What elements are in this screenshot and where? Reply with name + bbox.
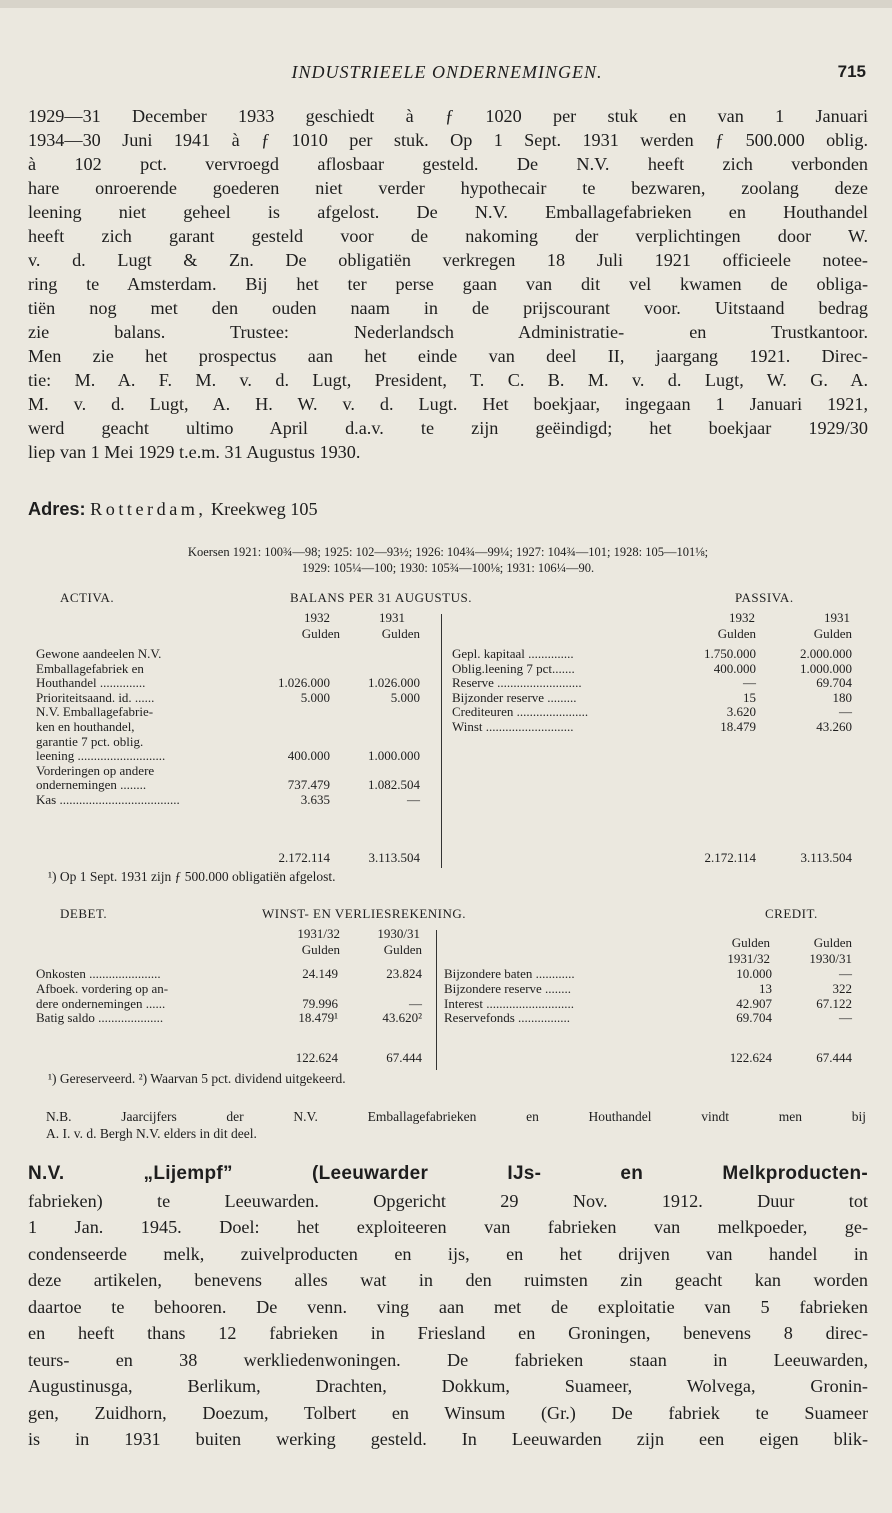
row-value: — — [839, 704, 852, 720]
row-value: 1.750.000 — [704, 646, 756, 661]
column-divider — [436, 930, 437, 1070]
text-line: teurs- en 38 werkliedenwoningen. De fabrieken staan in Leeuwarden, — [28, 1349, 868, 1370]
text-line: deze artikelen, benevens alles wat in den ruimsten zin geacht kan worden — [28, 1270, 868, 1290]
text-line: v. d. Lugt & Zn. De obligatiën verkregen 18 Juli 1921 officieele notee- — [28, 250, 868, 270]
row-label: Vorderingen op andere — [36, 762, 155, 778]
text-line: werd geacht ultimo April d.a.v. te zijn geëindigd; het boekjaar 1929/30 — [28, 418, 868, 438]
debet-total-1930-31: 67.444 — [386, 1050, 422, 1065]
row-value: 400.000 — [287, 748, 330, 764]
currency-heading: Gulden — [381, 626, 420, 641]
text-line: Men zie het prospectus aan het einde van deel II, jaargang 1921. Direc- — [28, 346, 868, 366]
currency-heading: Gulden — [813, 626, 852, 641]
row-value: 1.000.000 — [800, 660, 852, 676]
year-heading: 1931/32 — [297, 926, 340, 941]
row-label: garantie 7 pct. oblig. — [36, 733, 144, 749]
nb-line: N.B. Jaarcijfers der N.V. Emballagefabrieken en Houthandel vindt men bij — [46, 1109, 866, 1124]
page-number: 715 — [837, 62, 866, 81]
text-line: gen, Zuidhorn, Doezum, Tolbert en Winsum (Gr.) De fabriek te Suameer — [28, 1402, 868, 1423]
lijempf-section — [28, 1161, 868, 1453]
row-value: 69.704 — [816, 675, 852, 691]
address-street: Kreekweg 105 — [211, 499, 318, 519]
currency-heading: Gulden — [301, 942, 340, 957]
row-value: 23.824 — [386, 966, 422, 981]
row-value: 1.026.000 — [368, 675, 420, 691]
row-label: Oblig.leening 7 pct....... — [452, 660, 575, 676]
year-heading: 1932 — [729, 610, 755, 625]
row-value: — — [407, 792, 420, 807]
row-value: 1.082.504 — [368, 777, 420, 793]
pl-right-heading: CREDIT. — [765, 906, 818, 921]
row-label: Reserve .......................... — [452, 675, 582, 691]
year-heading: 1932 — [304, 610, 330, 625]
row-value: 10.000 — [736, 966, 772, 981]
row-value: 737.479 — [287, 777, 330, 793]
nb-note — [46, 1108, 866, 1142]
pl-left-heading: DEBET. — [60, 906, 108, 921]
text-line: daartoe te behooren. De venn. ving aan met de exploitatie van 5 fabrieken — [28, 1296, 868, 1317]
row-value: 180 — [832, 689, 852, 705]
row-label: Bijzondere baten ............ — [444, 966, 575, 981]
passiva-total-1932: 2.172.114 — [704, 850, 756, 865]
row-label: Kas ..................................... — [36, 792, 180, 807]
text-line: liep van 1 Mei 1929 t.e.m. 31 Augustus 1930. — [28, 442, 361, 462]
row-label: Bijzondere reserve ........ — [444, 980, 572, 996]
row-label: dere ondernemingen ...... — [36, 995, 166, 1011]
quotes-line: 1929: 105¼—100; 1930: 105¾—100⅛; 1931: 106¼—90. — [301, 561, 595, 575]
row-value: — — [409, 995, 422, 1011]
text-line: condenseerde melk, zuivelproducten en ijs, en het drijven van handel in — [28, 1243, 868, 1264]
row-value: 18.479 — [720, 719, 756, 734]
balance-right-heading: PASSIVA. — [735, 590, 794, 605]
currency-heading: Gulden — [731, 935, 770, 950]
currency-heading: Gulden — [813, 935, 852, 950]
text-line: zie balans. Trustee: Nederlandsch Administratie- en Trustkantoor. — [28, 322, 868, 342]
text-line: fabrieken) te Leeuwarden. Opgericht 29 Nov. 1912. Duur tot — [28, 1190, 868, 1211]
year-heading: 1931/32 — [727, 951, 770, 966]
row-label: ken en houthandel, — [36, 719, 135, 734]
page-edge — [0, 0, 892, 8]
balance-left-heading: ACTIVA. — [60, 590, 115, 605]
text-line: hare onroerende goederen niet verder hypothecair te bezwaren, zoolang deze — [28, 178, 868, 198]
row-value: 5.000 — [300, 689, 330, 705]
row-label: Onkosten ...................... — [36, 966, 161, 981]
pl-title: WINST- EN VERLIESREKENING. — [262, 906, 467, 921]
text-line: ring te Amsterdam. Bij het ter perse gaan van dit vel kwamen de obliga- — [28, 274, 868, 294]
currency-heading: Gulden — [717, 626, 756, 641]
quotes-line: Koersen 1921: 100¾—98; 1925: 102—93½; 1926: 104¾—99¼; 1927: 104¾—101; 1928: 105—101⅛; — [187, 545, 709, 559]
text-line: M. v. d. Lugt, A. H. W. v. d. Lugt. Het boekjaar, ingegaan 1 Januari 1921, — [28, 394, 868, 414]
passiva-total-1931: 3.113.504 — [800, 850, 852, 865]
paragraph-bonds — [28, 104, 868, 464]
row-value: — — [743, 675, 756, 691]
row-label: Prioriteitsaand. id. ...... — [36, 689, 155, 705]
row-label: Reservefonds ................ — [444, 1010, 571, 1026]
row-value: — — [839, 1010, 852, 1026]
row-value: 67.122 — [816, 995, 852, 1011]
row-value: 18.479¹ — [298, 1010, 338, 1026]
address-label: Adres: — [28, 499, 86, 519]
currency-heading: Gulden — [301, 626, 340, 641]
activa-total-1932: 2.172.114 — [278, 850, 330, 865]
row-value: 24.149 — [302, 966, 338, 981]
text-line: is in 1931 buiten werking gesteld. In Leeuwarden zijn een eigen blik- — [28, 1429, 868, 1449]
row-value: 400.000 — [713, 660, 756, 676]
row-value: 43.260 — [816, 719, 852, 734]
row-value: 69.704 — [736, 1010, 772, 1026]
row-value: 1.026.000 — [278, 675, 330, 691]
text-line: à 102 pct. vervroegd aflosbaar gesteld. De N.V. heeft zich verbonden — [28, 154, 868, 174]
row-label: Emballagefabriek en — [36, 660, 144, 676]
column-divider — [441, 614, 442, 868]
text-line: heeft zich garant gesteld voor de nakoming der verplichtingen door W. — [28, 226, 868, 246]
row-label: ondernemingen ........ — [36, 777, 147, 793]
year-heading: 1930/31 — [377, 926, 420, 941]
running-header — [28, 62, 866, 86]
row-label: leening ........................... — [36, 748, 166, 764]
row-value: — — [839, 966, 852, 981]
address-city: Rotterdam, — [90, 499, 207, 519]
row-value: 322 — [832, 980, 852, 996]
row-value: 1.000.000 — [368, 748, 420, 764]
credit-total-1931-32: 122.624 — [729, 1050, 772, 1065]
credit-total-1930-31: 67.444 — [816, 1050, 852, 1065]
row-label: Gepl. kapitaal .............. — [452, 646, 574, 661]
row-label: Gewone aandeelen N.V. — [36, 646, 162, 661]
row-label: Interest ........................... — [444, 995, 574, 1011]
text-line: 1934—30 Juni 1941 à ƒ 1010 per stuk. Op 1 Sept. 1931 werden ƒ 500.000 oblig. — [28, 130, 868, 150]
debet-total-1931-32: 122.624 — [295, 1050, 338, 1065]
row-value: 13 — [759, 980, 772, 996]
price-quotes — [28, 544, 868, 576]
row-value: 43.620² — [382, 1010, 422, 1026]
text-line: en heeft thans 12 fabrieken in Friesland en Groningen, benevens 8 direc- — [28, 1323, 868, 1343]
balance-title: BALANS PER 31 AUGUSTUS. — [290, 590, 472, 605]
text-line: tiën nog met den ouden naam in de prijscourant voor. Uitstaand bedrag — [28, 298, 868, 318]
running-title: INDUSTRIEELE ONDERNEMINGEN. — [291, 62, 603, 82]
year-heading: 1931 — [379, 610, 405, 625]
balance-footnote: ¹) Op 1 Sept. 1931 zijn ƒ 500.000 obligatiën afgelost. — [48, 869, 336, 884]
row-label: Winst ........................... — [452, 719, 574, 734]
text-line: Augustinusga, Berlikum, Drachten, Dokkum, Suameer, Wolvega, Gronin- — [28, 1376, 868, 1396]
row-value: 5.000 — [390, 689, 420, 705]
row-value: 79.996 — [302, 995, 338, 1011]
row-value: 2.000.000 — [800, 646, 852, 661]
section-heading: N.V. „Lijempf” (Leeuwarder IJs- en Melkproducten- — [28, 1163, 868, 1184]
text-line: 1 Jan. 1945. Doel: het exploiteeren van fabrieken van melkpoeder, ge- — [28, 1217, 868, 1237]
row-label: Crediteuren ...................... — [452, 704, 589, 720]
address-line — [28, 497, 868, 521]
row-value: 42.907 — [736, 995, 772, 1011]
row-value: 3.620 — [726, 704, 756, 720]
activa-total-1931: 3.113.504 — [368, 850, 420, 865]
row-label: Houthandel .............. — [36, 675, 146, 691]
pl-footnote: ¹) Gereserveerd. ²) Waarvan 5 pct. dividend uitgekeerd. — [48, 1071, 346, 1086]
row-label: Bijzonder reserve ......... — [452, 689, 577, 705]
currency-heading: Gulden — [383, 942, 422, 957]
year-heading: 1930/31 — [809, 951, 852, 966]
nb-line: A. I. v. d. Bergh N.V. elders in dit deel. — [46, 1126, 257, 1141]
row-label: N.V. Emballagefabrie- — [36, 704, 154, 720]
text-line: tie: M. A. F. M. v. d. Lugt, President, T. C. B. M. v. d. Lugt, W. G. A. — [28, 370, 868, 390]
row-value: 3.635 — [300, 792, 330, 807]
row-label: Batig saldo .................... — [36, 1010, 164, 1026]
text-line: leening niet geheel is afgelost. De N.V. Emballagefabrieken en Houthandel — [28, 202, 868, 222]
row-label: Afboek. vordering op an- — [36, 980, 169, 996]
year-heading: 1931 — [824, 610, 850, 625]
row-value: 15 — [743, 689, 756, 705]
text-line: 1929—31 December 1933 geschiedt à ƒ 1020 per stuk en van 1 Januari — [28, 106, 868, 126]
